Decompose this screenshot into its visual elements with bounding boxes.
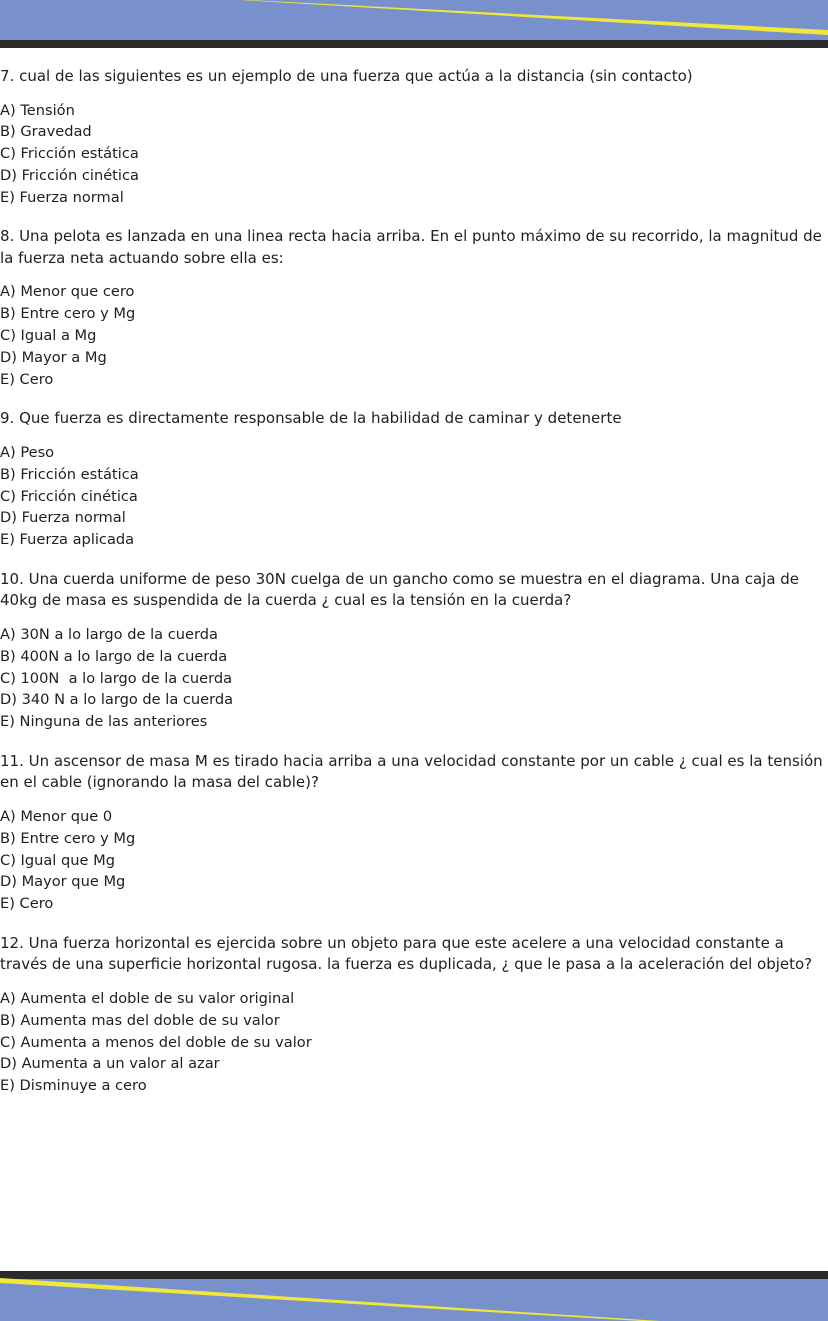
- answer-option-e: E) Disminuye a cero: [0, 1077, 147, 1095]
- answer-option-a: A) Tensión: [0, 101, 75, 119]
- top-decorative-band: [0, 0, 828, 48]
- question-8: [0, 226, 826, 390]
- answer-option-a: A) Peso: [0, 443, 55, 461]
- quiz-content: [0, 66, 826, 1115]
- answer-options: [0, 281, 826, 390]
- answer-options: [0, 624, 826, 733]
- answer-option-d: D) Fricción cinética: [0, 166, 139, 184]
- answer-option-b: B) 400N a lo largo de la cuerda: [0, 647, 228, 665]
- answer-options: [0, 442, 826, 551]
- answer-option-b: B) Gravedad: [0, 123, 92, 141]
- answer-option-b: B) Entre cero y Mg: [0, 305, 136, 323]
- question-12: [0, 933, 826, 1097]
- answer-option-c: C) Fricción cinética: [0, 487, 138, 505]
- answer-option-a: A) 30N a lo largo de la cuerda: [0, 625, 218, 643]
- question-7: [0, 66, 826, 208]
- answer-option-e: E) Cero: [0, 895, 54, 913]
- answer-option-b: B) Fricción estática: [0, 465, 139, 483]
- question-text: 11. Un ascensor de masa M es tirado hacia arriba a una velocidad constante por un cable ¿ cual es la tensión en el cable (ignorando la masa del cable)?: [0, 751, 823, 792]
- answer-option-c: C) Fricción estática: [0, 145, 139, 163]
- answer-options: [0, 100, 826, 209]
- answer-option-b: B) Aumenta mas del doble de su valor: [0, 1011, 280, 1029]
- question-10: [0, 569, 826, 733]
- question-text: 8. Una pelota es lanzada en una linea recta hacia arriba. En el punto máximo de su recorrido, la magnitud de la fuerza neta actuando sobre ella es:: [0, 227, 822, 267]
- question-9: [0, 408, 826, 550]
- answer-option-e: E) Fuerza normal: [0, 188, 124, 206]
- answer-option-d: D) Mayor que Mg: [0, 873, 126, 891]
- answer-option-e: E) Fuerza aplicada: [0, 531, 135, 549]
- question-text: 10. Una cuerda uniforme de peso 30N cuelga de un gancho como se muestra en el diagrama. Una caja de 40kg de masa es suspendida de la cuerda ¿ cual es la tensión en la cuerda?: [0, 569, 800, 610]
- answer-option-b: B) Entre cero y Mg: [0, 829, 136, 847]
- answer-option-d: D) Aumenta a un valor al azar: [0, 1055, 220, 1073]
- answer-option-c: C) 100N a lo largo de la cuerda: [0, 669, 233, 687]
- answer-option-c: C) Aumenta a menos del doble de su valor: [0, 1033, 312, 1051]
- answer-option-e: E) Ninguna de las anteriores: [0, 713, 208, 731]
- answer-options: [0, 988, 826, 1097]
- answer-option-d: D) Mayor a Mg: [0, 348, 107, 366]
- question-text: 9. Que fuerza es directamente responsable de la habilidad de caminar y detenerte: [0, 409, 622, 428]
- answer-option-a: A) Menor que 0: [0, 807, 113, 825]
- answer-option-a: A) Menor que cero: [0, 283, 135, 301]
- answer-option-c: C) Igual que Mg: [0, 851, 115, 869]
- question-text: 7. cual de las siguientes es un ejemplo de una fuerza que actúa a la distancia (sin contacto): [0, 67, 693, 85]
- answer-option-a: A) Aumenta el doble de su valor original: [0, 989, 295, 1007]
- bottom-decorative-band: [0, 1271, 828, 1321]
- answer-option-c: C) Igual a Mg: [0, 327, 97, 345]
- answer-options: [0, 806, 826, 915]
- answer-option-d: D) 340 N a lo largo de la cuerda: [0, 691, 234, 709]
- question-11: [0, 751, 826, 915]
- answer-option-e: E) Cero: [0, 370, 54, 388]
- answer-option-d: D) Fuerza normal: [0, 509, 126, 527]
- question-text: 12. Una fuerza horizontal es ejercida sobre un objeto para que este acelere a una velocidad constante a través de una superficie horizontal rugosa. la fuerza es duplicada, ¿ que le pasa a la aceleración del objeto?: [0, 933, 813, 974]
